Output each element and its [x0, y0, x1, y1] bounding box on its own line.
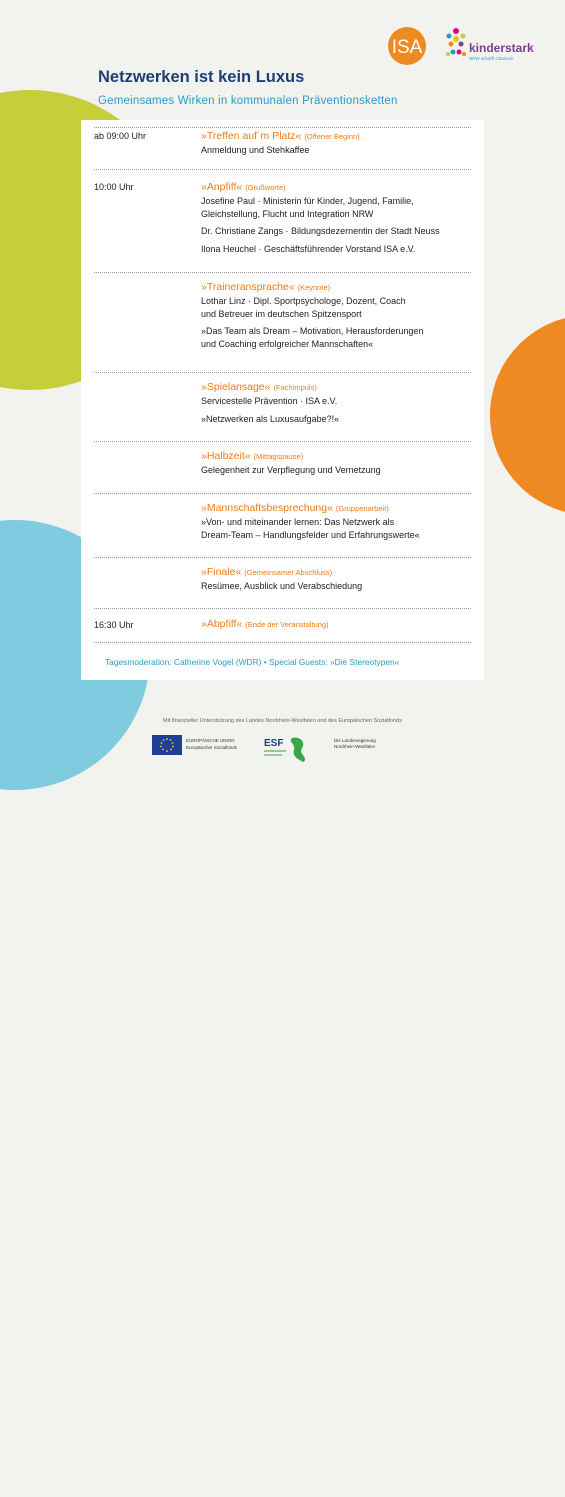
program-title-text: »Spielansage«	[201, 381, 271, 393]
program-line: »Das Team als Dream – Motivation, Herausforderungen	[201, 326, 424, 336]
program-tag: (Mittagspause)	[253, 452, 304, 461]
program-tag: (Ende der Veranstaltung)	[245, 620, 329, 629]
program-tag: (Fachimpuls)	[273, 383, 317, 392]
isa-logo	[385, 26, 431, 66]
esf-logo	[262, 734, 322, 764]
program-tag: (Gemeinsamer Abschluss)	[244, 568, 333, 577]
eu-label-line1: EUROPÄISCHE UNION	[186, 738, 235, 743]
program-tag: (Offener Beginn)	[304, 132, 360, 141]
moderation-line: Tagesmoderation: Catherine Vogel (WDR) • Special Guests: »Die Stereotypen«	[105, 657, 400, 667]
eu-label	[186, 737, 237, 751]
program-title	[201, 280, 473, 295]
program-title-text: »Mannschaftsbesprechung«	[201, 502, 333, 514]
program-line: Servicestelle Prävention · ISA e.V.	[201, 396, 338, 406]
program-line: Anmeldung und Stehkaffee	[201, 145, 310, 155]
program-line: Dr. Christiane Zangs · Bildungsdezernentin der Stadt Neuss	[201, 226, 440, 236]
divider	[94, 557, 471, 558]
program-line: und Coaching erfolgreicher Mannschaften«	[201, 338, 374, 349]
kinderstark-logo	[444, 24, 554, 66]
divider	[94, 169, 471, 170]
funding-note: Mit finanzieller Unterstützung des Landes Nordrhein-Westfalen und des Europäischen Sozialfonds	[163, 718, 402, 724]
divider	[94, 127, 471, 128]
divider	[94, 493, 471, 494]
program-title-text: »Treffen auf´m Platz«	[201, 130, 302, 142]
page-title: Netzwerken ist kein Luxus	[98, 68, 305, 86]
divider	[94, 441, 471, 442]
program-title	[201, 180, 473, 195]
divider	[94, 272, 471, 273]
isa-logo-text: ISA	[391, 37, 423, 58]
program-title	[201, 129, 473, 144]
kinderstark-logo-text: kinderstark	[469, 41, 534, 55]
divider	[94, 608, 471, 609]
program-tag: (Gruppenarbeit)	[335, 504, 389, 513]
program-card	[81, 120, 484, 680]
program-title-text: »Halbzeit«	[201, 450, 251, 462]
program-title	[201, 501, 473, 516]
program-line: und Betreuer im deutschen Spitzensport	[201, 308, 362, 319]
nrw-label-line1: Die Landesregierung	[334, 738, 376, 743]
program-title	[201, 380, 473, 395]
program-line: Ilona Heuchel · Geschäftsführender Vorstand ISA e.V.	[201, 243, 416, 254]
program-line: Resümee, Ausblick und Verabschiedung	[201, 581, 363, 591]
nrw-label	[334, 738, 376, 750]
program-time: 16:30 Uhr	[94, 620, 134, 630]
program-title-text: »Finale«	[201, 566, 242, 578]
program-title	[201, 617, 473, 632]
kinderstark-logo-subtext: NRW schafft Chancen	[469, 56, 514, 61]
program-line: Lothar Linz · Dipl. Sportpsychologe, Dozent, Coach	[201, 296, 406, 306]
program-title-text: »Anpfiff«	[201, 181, 243, 193]
program-line: »Von- und miteinander lernen: Das Netzwerk als	[201, 517, 395, 527]
program-title-text: »Abpfiff«	[201, 618, 243, 630]
divider	[94, 372, 471, 373]
page-subtitle: Gemeinsames Wirken in kommunalen Präventionsketten	[98, 95, 398, 107]
kinderstark-figure-icon	[446, 28, 466, 56]
program-tag: (Keynote)	[297, 283, 331, 292]
program-title-text: »Traineransprache«	[201, 281, 295, 293]
divider	[94, 642, 471, 643]
nrw-label-line2: Nordrhein-Westfalen	[334, 744, 376, 749]
esf-logo-text: ESF	[264, 738, 284, 749]
eu-flag-icon	[152, 735, 182, 755]
program-line: Gelegenheit zur Verpflegung und Vernetzung	[201, 465, 381, 475]
program-line: »Netzwerken als Luxusaufgabe?!«	[201, 413, 340, 424]
program-line: Dream-Team – Handlungsfelder und Erfahrungswerte«	[201, 529, 420, 540]
program-time: 10:00 Uhr	[94, 182, 134, 192]
program-tag: (Grußworte)	[245, 183, 286, 192]
program-title	[201, 449, 473, 464]
decorative-orange-circle	[490, 315, 565, 515]
program-line: Josefine Paul · Ministerin für Kinder, Jugend, Familie,	[201, 196, 414, 206]
eu-label-line2: Europäischer Sozialfonds	[186, 745, 238, 750]
program-title	[201, 565, 473, 580]
program-time: ab 09:00 Uhr	[94, 131, 147, 141]
program-line: Gleichstellung, Flucht und Integration NRW	[201, 208, 374, 219]
